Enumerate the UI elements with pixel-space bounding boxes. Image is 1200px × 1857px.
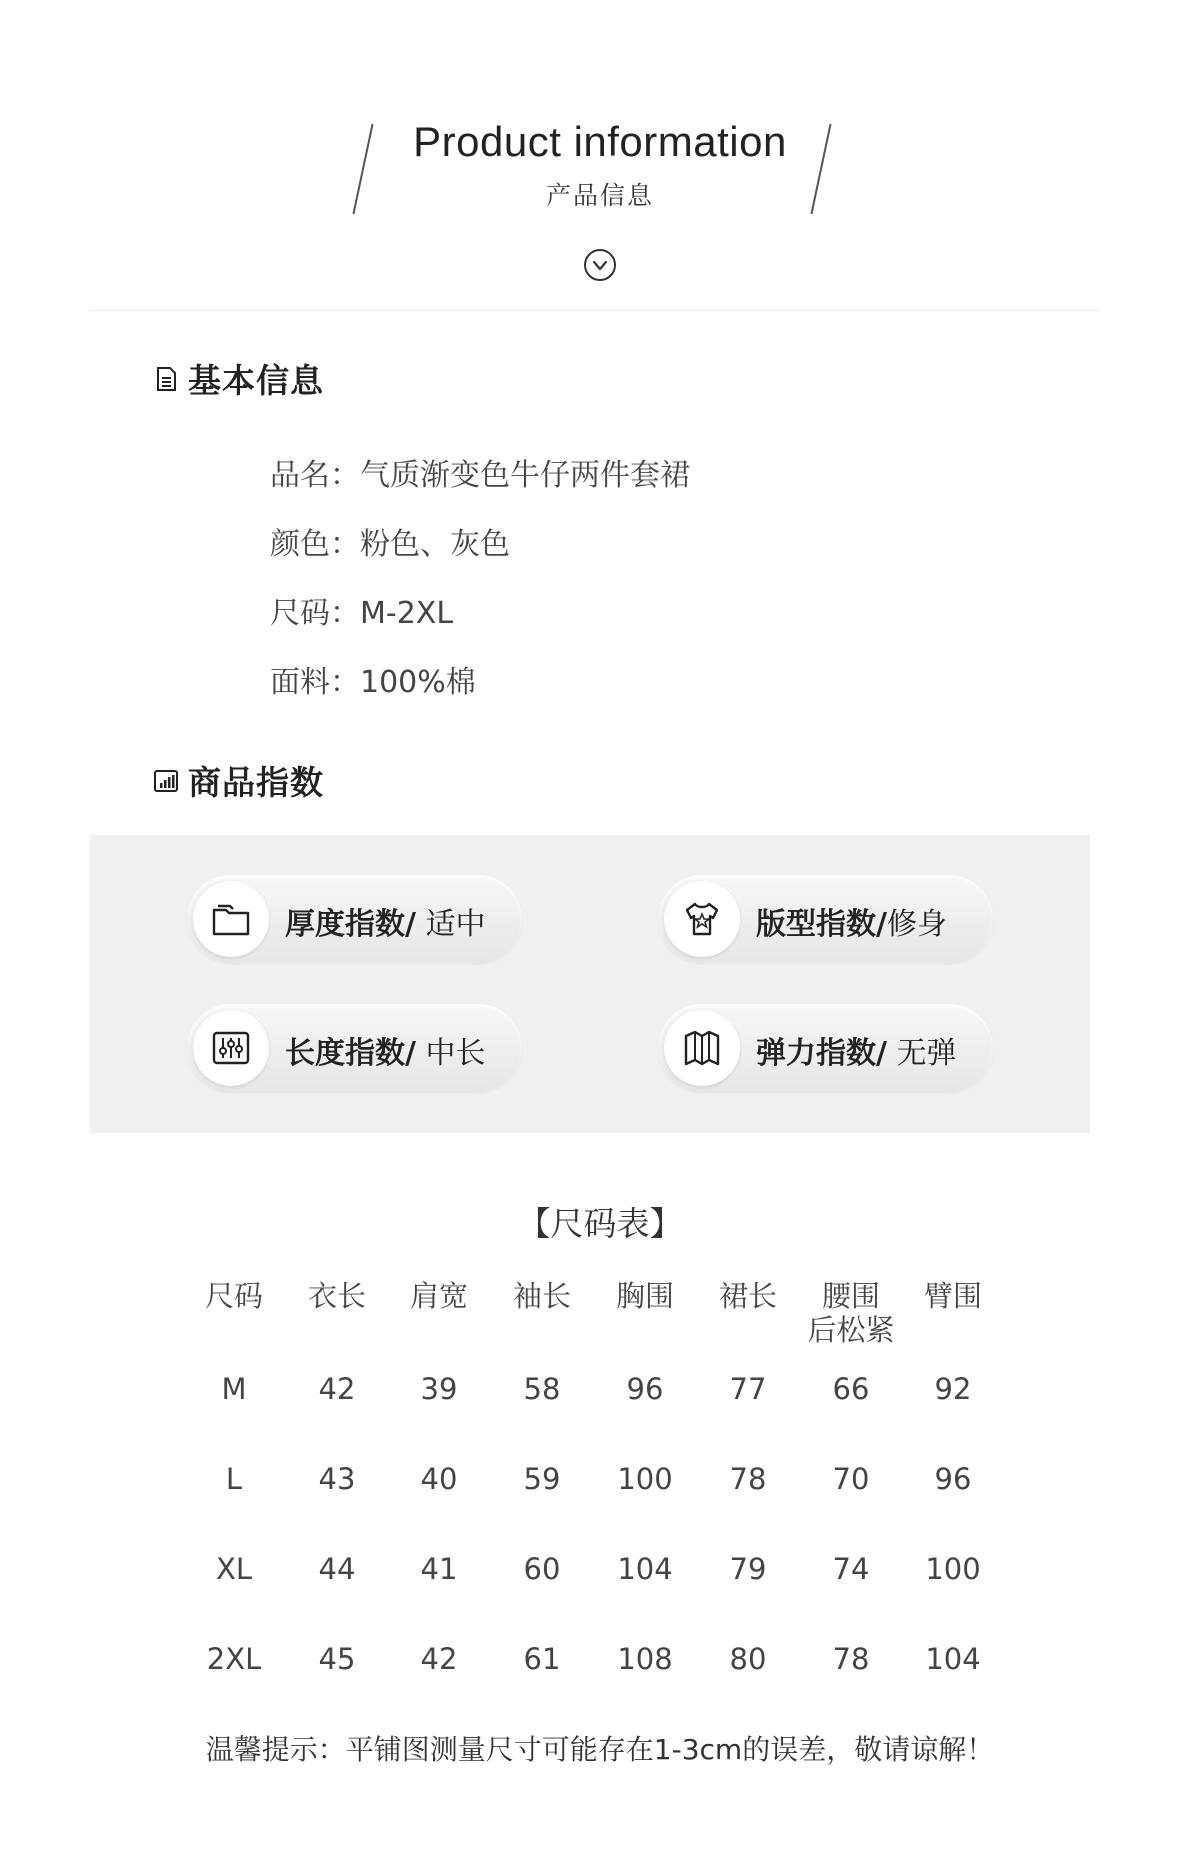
title-cn: 产品信息 <box>545 181 654 210</box>
table-value-cell: 104 <box>925 1642 981 1676</box>
table-size-cell: M <box>221 1372 247 1406</box>
table-header-text: 衣长 <box>307 1279 366 1313</box>
info-row-color <box>270 519 510 563</box>
table-header-cell <box>898 1279 1008 1313</box>
table-header-text: 尺码 <box>204 1279 263 1313</box>
table-value-cell: 100 <box>617 1462 673 1496</box>
table-header-text: 袖长 <box>512 1279 571 1313</box>
index-thickness <box>187 875 522 963</box>
table-size-cell: XL <box>215 1552 253 1586</box>
table-value-cell: 92 <box>934 1372 972 1406</box>
index-value: 适中 <box>415 907 486 942</box>
folder-icon <box>210 898 252 940</box>
table-header-cell <box>693 1279 803 1313</box>
table-size-cell: 2XL <box>206 1642 262 1676</box>
table-value-cell: 96 <box>934 1462 972 1496</box>
info-value: 粉色、灰色 <box>360 527 510 562</box>
index-value: 无弹 <box>886 1036 957 1071</box>
table-header-cell <box>590 1279 700 1313</box>
table-value-cell: 100 <box>925 1552 981 1586</box>
table-value-cell: 104 <box>617 1552 673 1586</box>
table-value-cell: 78 <box>832 1642 870 1676</box>
table-value-cell: 108 <box>617 1642 673 1676</box>
table-value-cell: 43 <box>318 1462 356 1496</box>
table-header-cell <box>487 1279 597 1313</box>
bar-chart-icon <box>152 767 180 795</box>
index-fit <box>658 875 993 963</box>
table-header-cell <box>796 1279 906 1347</box>
table-value-cell: 42 <box>318 1372 356 1406</box>
index-elasticity <box>658 1004 993 1092</box>
table-header-text: 裙长 <box>718 1279 777 1313</box>
info-label: 品名： <box>270 458 360 493</box>
size-table-title: 【尺码表】 <box>517 1204 683 1243</box>
table-header-cell <box>282 1279 392 1313</box>
info-label: 颜色： <box>270 527 360 562</box>
document-icon <box>152 365 180 393</box>
table-value-cell: 42 <box>420 1642 458 1676</box>
table-value-cell: 78 <box>729 1462 767 1496</box>
table-value-cell: 74 <box>832 1552 870 1586</box>
table-size-cell: L <box>225 1462 243 1496</box>
tshirt-icon <box>681 898 723 940</box>
table-header-cell <box>384 1279 494 1313</box>
product-index-heading <box>152 757 324 804</box>
info-value: 气质渐变色牛仔两件套裙 <box>360 458 690 493</box>
table-value-cell: 40 <box>420 1462 458 1496</box>
basic-info-heading <box>152 355 324 402</box>
info-label: 尺码： <box>270 596 360 631</box>
table-value-cell: 44 <box>318 1552 356 1586</box>
divider <box>90 310 1100 311</box>
index-label: 厚度指数/ <box>285 907 416 942</box>
table-value-cell: 41 <box>420 1552 458 1586</box>
sliders-icon <box>210 1027 252 1069</box>
index-value: 中长 <box>415 1036 486 1071</box>
info-value: M-2XL <box>360 596 454 631</box>
table-value-cell: 45 <box>318 1642 356 1676</box>
table-header-cell <box>179 1279 289 1313</box>
table-value-cell: 61 <box>523 1642 561 1676</box>
index-value: 修身 <box>886 907 947 942</box>
table-value-cell: 70 <box>832 1462 870 1496</box>
basic-info-title: 基本信息 <box>188 361 324 400</box>
table-header-text: 肩宽 <box>409 1279 468 1313</box>
index-length <box>187 1004 522 1092</box>
index-label: 版型指数/ <box>756 907 887 942</box>
info-label: 面料： <box>270 665 360 700</box>
table-value-cell: 58 <box>523 1372 561 1406</box>
table-value-cell: 66 <box>832 1372 870 1406</box>
table-header-text: 臂围 <box>923 1279 982 1313</box>
index-label: 弹力指数/ <box>756 1036 887 1071</box>
table-header-text: 后松紧 <box>807 1313 895 1347</box>
info-value: 100%棉 <box>360 665 476 700</box>
info-row-fabric <box>270 657 476 701</box>
table-value-cell: 80 <box>729 1642 767 1676</box>
table-value-cell: 96 <box>626 1372 664 1406</box>
product-index-title: 商品指数 <box>188 763 324 802</box>
index-panel <box>90 835 1090 1133</box>
table-header-text: 胸围 <box>615 1279 674 1313</box>
chevron-down-circle-icon <box>583 248 617 282</box>
table-value-cell: 60 <box>523 1552 561 1586</box>
table-value-cell: 59 <box>523 1462 561 1496</box>
table-value-cell: 39 <box>420 1372 458 1406</box>
table-value-cell: 77 <box>729 1372 767 1406</box>
measurement-note: 温馨提示：平铺图测量尺寸可能存在1-3cm的误差，敬请谅解！ <box>205 1733 995 1766</box>
title-en: Product information <box>413 118 787 165</box>
map-fold-icon <box>681 1027 723 1069</box>
index-label: 长度指数/ <box>285 1036 416 1071</box>
table-header-text: 腰围 <box>821 1279 880 1313</box>
table-value-cell: 79 <box>729 1552 767 1586</box>
info-row-name <box>270 450 690 494</box>
info-row-size <box>270 588 453 632</box>
